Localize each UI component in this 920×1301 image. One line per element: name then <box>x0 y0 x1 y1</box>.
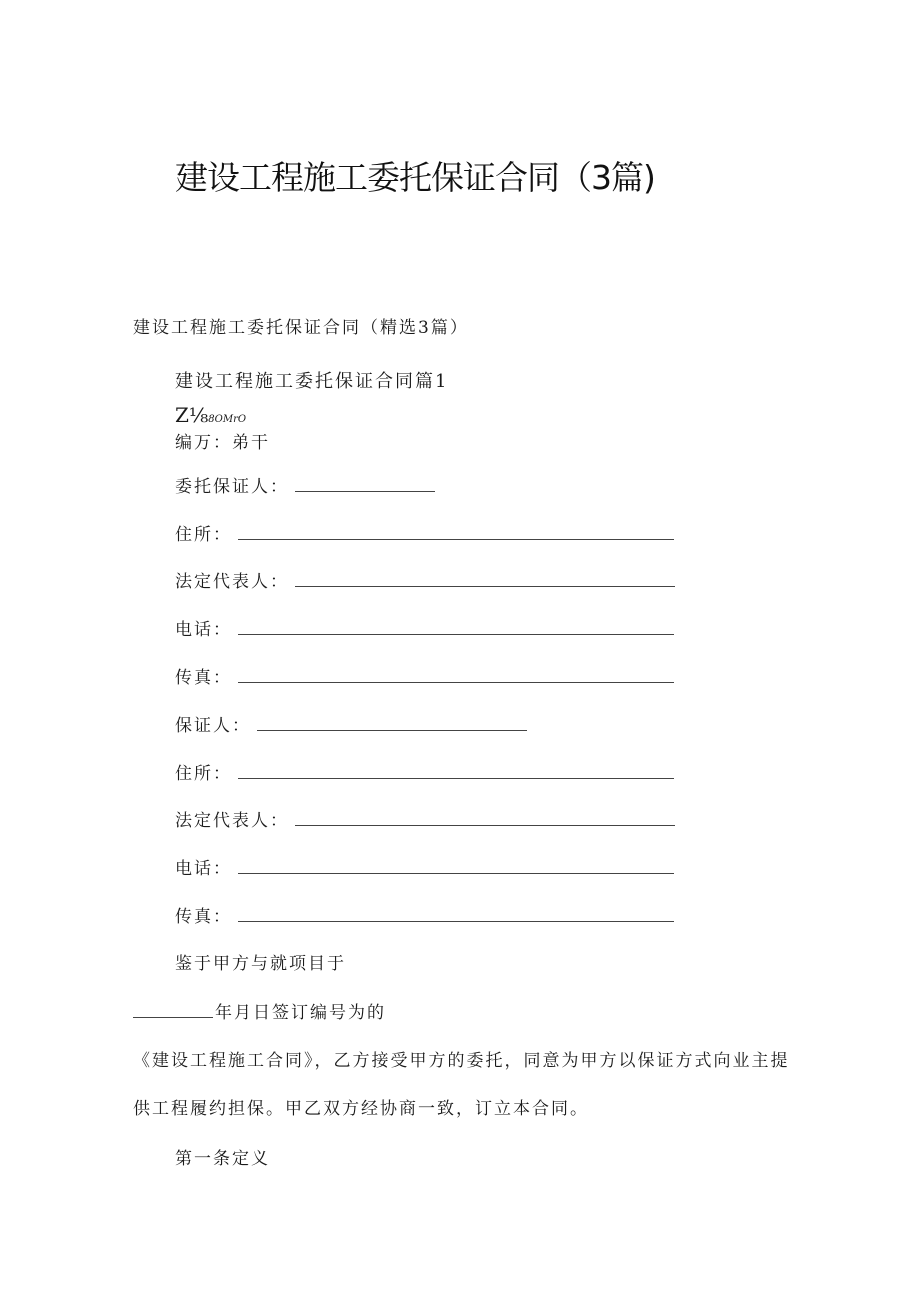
blank-line <box>295 824 675 826</box>
blank-line <box>238 633 674 635</box>
compiler-line: 编万：弟干 <box>175 433 270 453</box>
field-legal-rep-1 <box>175 567 675 592</box>
field-phone-2 <box>175 854 674 879</box>
body-paragraph-4: 供工程履约担保。甲乙双方经协商一致，订立本合同。 <box>133 1099 589 1119</box>
document-code-suffix: 8OMrO <box>208 414 247 425</box>
article-heading: 第一条定义 <box>175 1149 270 1169</box>
field-label: 电话： <box>175 620 232 640</box>
blank-line <box>295 585 675 587</box>
blank-line <box>238 681 674 683</box>
field-label: 住所： <box>175 525 232 545</box>
field-label: 传真： <box>175 907 232 927</box>
blank-line <box>238 538 674 540</box>
field-entrusting-guarantor <box>175 472 435 497</box>
section-heading: 建设工程施工委托保证合同篇1 <box>175 371 449 392</box>
blank-line <box>238 777 674 779</box>
field-label: 住所： <box>175 764 232 784</box>
blank-line <box>133 1016 213 1018</box>
field-label: 电话： <box>175 859 232 879</box>
field-phone-1 <box>175 615 674 640</box>
field-address-1 <box>175 520 674 545</box>
document-code-main: Z⅛ <box>175 403 209 427</box>
body-paragraph-1: 鉴于甲方与就项目于 <box>175 954 346 974</box>
field-legal-rep-2 <box>175 806 675 831</box>
blank-line <box>238 920 674 922</box>
body-paragraph-2 <box>133 998 386 1023</box>
field-label: 保证人： <box>175 716 251 736</box>
body-paragraph-3: 《建设工程施工合同》，乙方接受甲方的委托，同意为甲方以保证方式向业主提 <box>133 1051 790 1071</box>
document-code <box>175 403 246 427</box>
field-address-2 <box>175 759 674 784</box>
field-label: 传真： <box>175 668 232 688</box>
field-fax-1 <box>175 663 674 688</box>
blank-line <box>238 872 674 874</box>
field-guarantor <box>175 711 527 736</box>
field-label: 法定代表人： <box>175 811 289 831</box>
field-fax-2 <box>175 902 674 927</box>
body-paragraph-2-text: 年月日签订编号为的 <box>215 1003 386 1023</box>
blank-line <box>257 729 527 731</box>
document-subtitle: 建设工程施工委托保证合同（精选3篇） <box>133 318 469 338</box>
field-label: 法定代表人： <box>175 572 289 592</box>
blank-line <box>295 490 435 492</box>
document-title: 建设工程施工委托保证合同（3篇) <box>175 158 655 197</box>
field-label: 委托保证人： <box>175 477 289 497</box>
